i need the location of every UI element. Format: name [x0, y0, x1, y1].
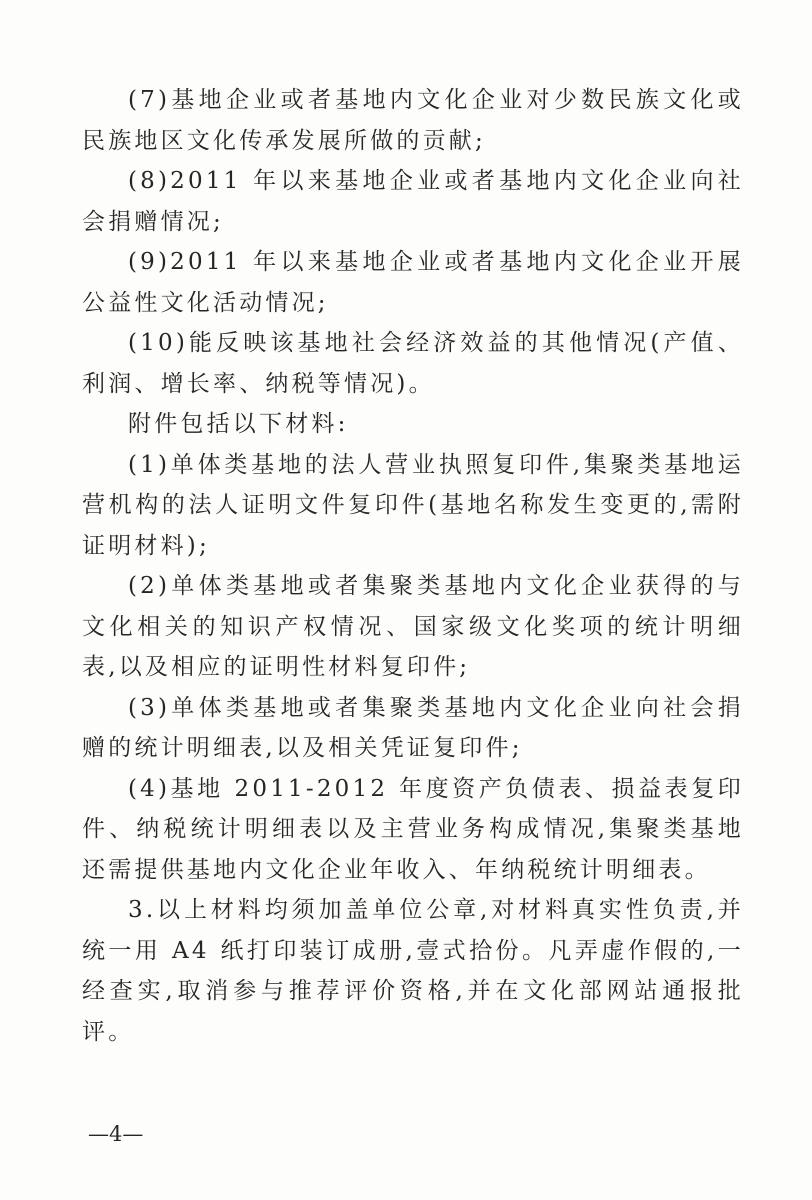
page-number: —4— [88, 1122, 144, 1146]
paragraph-item-9: (9)2011 年以来基地企业或者基地内文化企业开展公益性文化活动情况; [82, 249, 744, 316]
paragraph-item-7: (7)基地企业或者基地内文化企业对少数民族文化或民族地区文化传承发展所做的贡献; [82, 87, 744, 154]
attachments-intro: 附件包括以下材料: [128, 411, 349, 437]
paragraph-item-10: (10)能反映该基地社会经济效益的其他情况(产值、利润、增长率、纳税等情况)。 [82, 330, 744, 397]
section-3-paragraph: 3.以上材料均须加盖单位公章,对材料真实性负责,并统一用 A4 纸打印装订成册,壹式拾份。凡弄虚作假的,一经查实,取消参与推荐评价资格,并在文化部网站通报批评。 [82, 897, 744, 1045]
attachment-item-2: (2)单体类基地或者集聚类基地内文化企业获得的与文化相关的知识产权情况、国家级文化奖项的统计明细表,以及相应的证明性材料复印件; [82, 573, 744, 680]
document-body [82, 80, 744, 1052]
attachment-item-3: (3)单体类基地或者集聚类基地内文化企业向社会捐赠的统计明细表,以及相关凭证复印件; [82, 694, 744, 761]
attachment-item-1: (1)单体类基地的法人营业执照复印件,集聚类基地运营机构的法人证明文件复印件(基地名称发生变更的,需附证明材料); [82, 451, 744, 559]
attachment-item-4: (4)基地 2011-2012 年度资产负债表、损益表复印件、纳税统计明细表以及主营业务构成情况,集聚类基地还需提供基地内文化企业年收入、年纳税统计明细表。 [82, 775, 744, 883]
paragraph-item-8: (8)2011 年以来基地企业或者基地内文化企业向社会捐赠情况; [82, 168, 744, 235]
